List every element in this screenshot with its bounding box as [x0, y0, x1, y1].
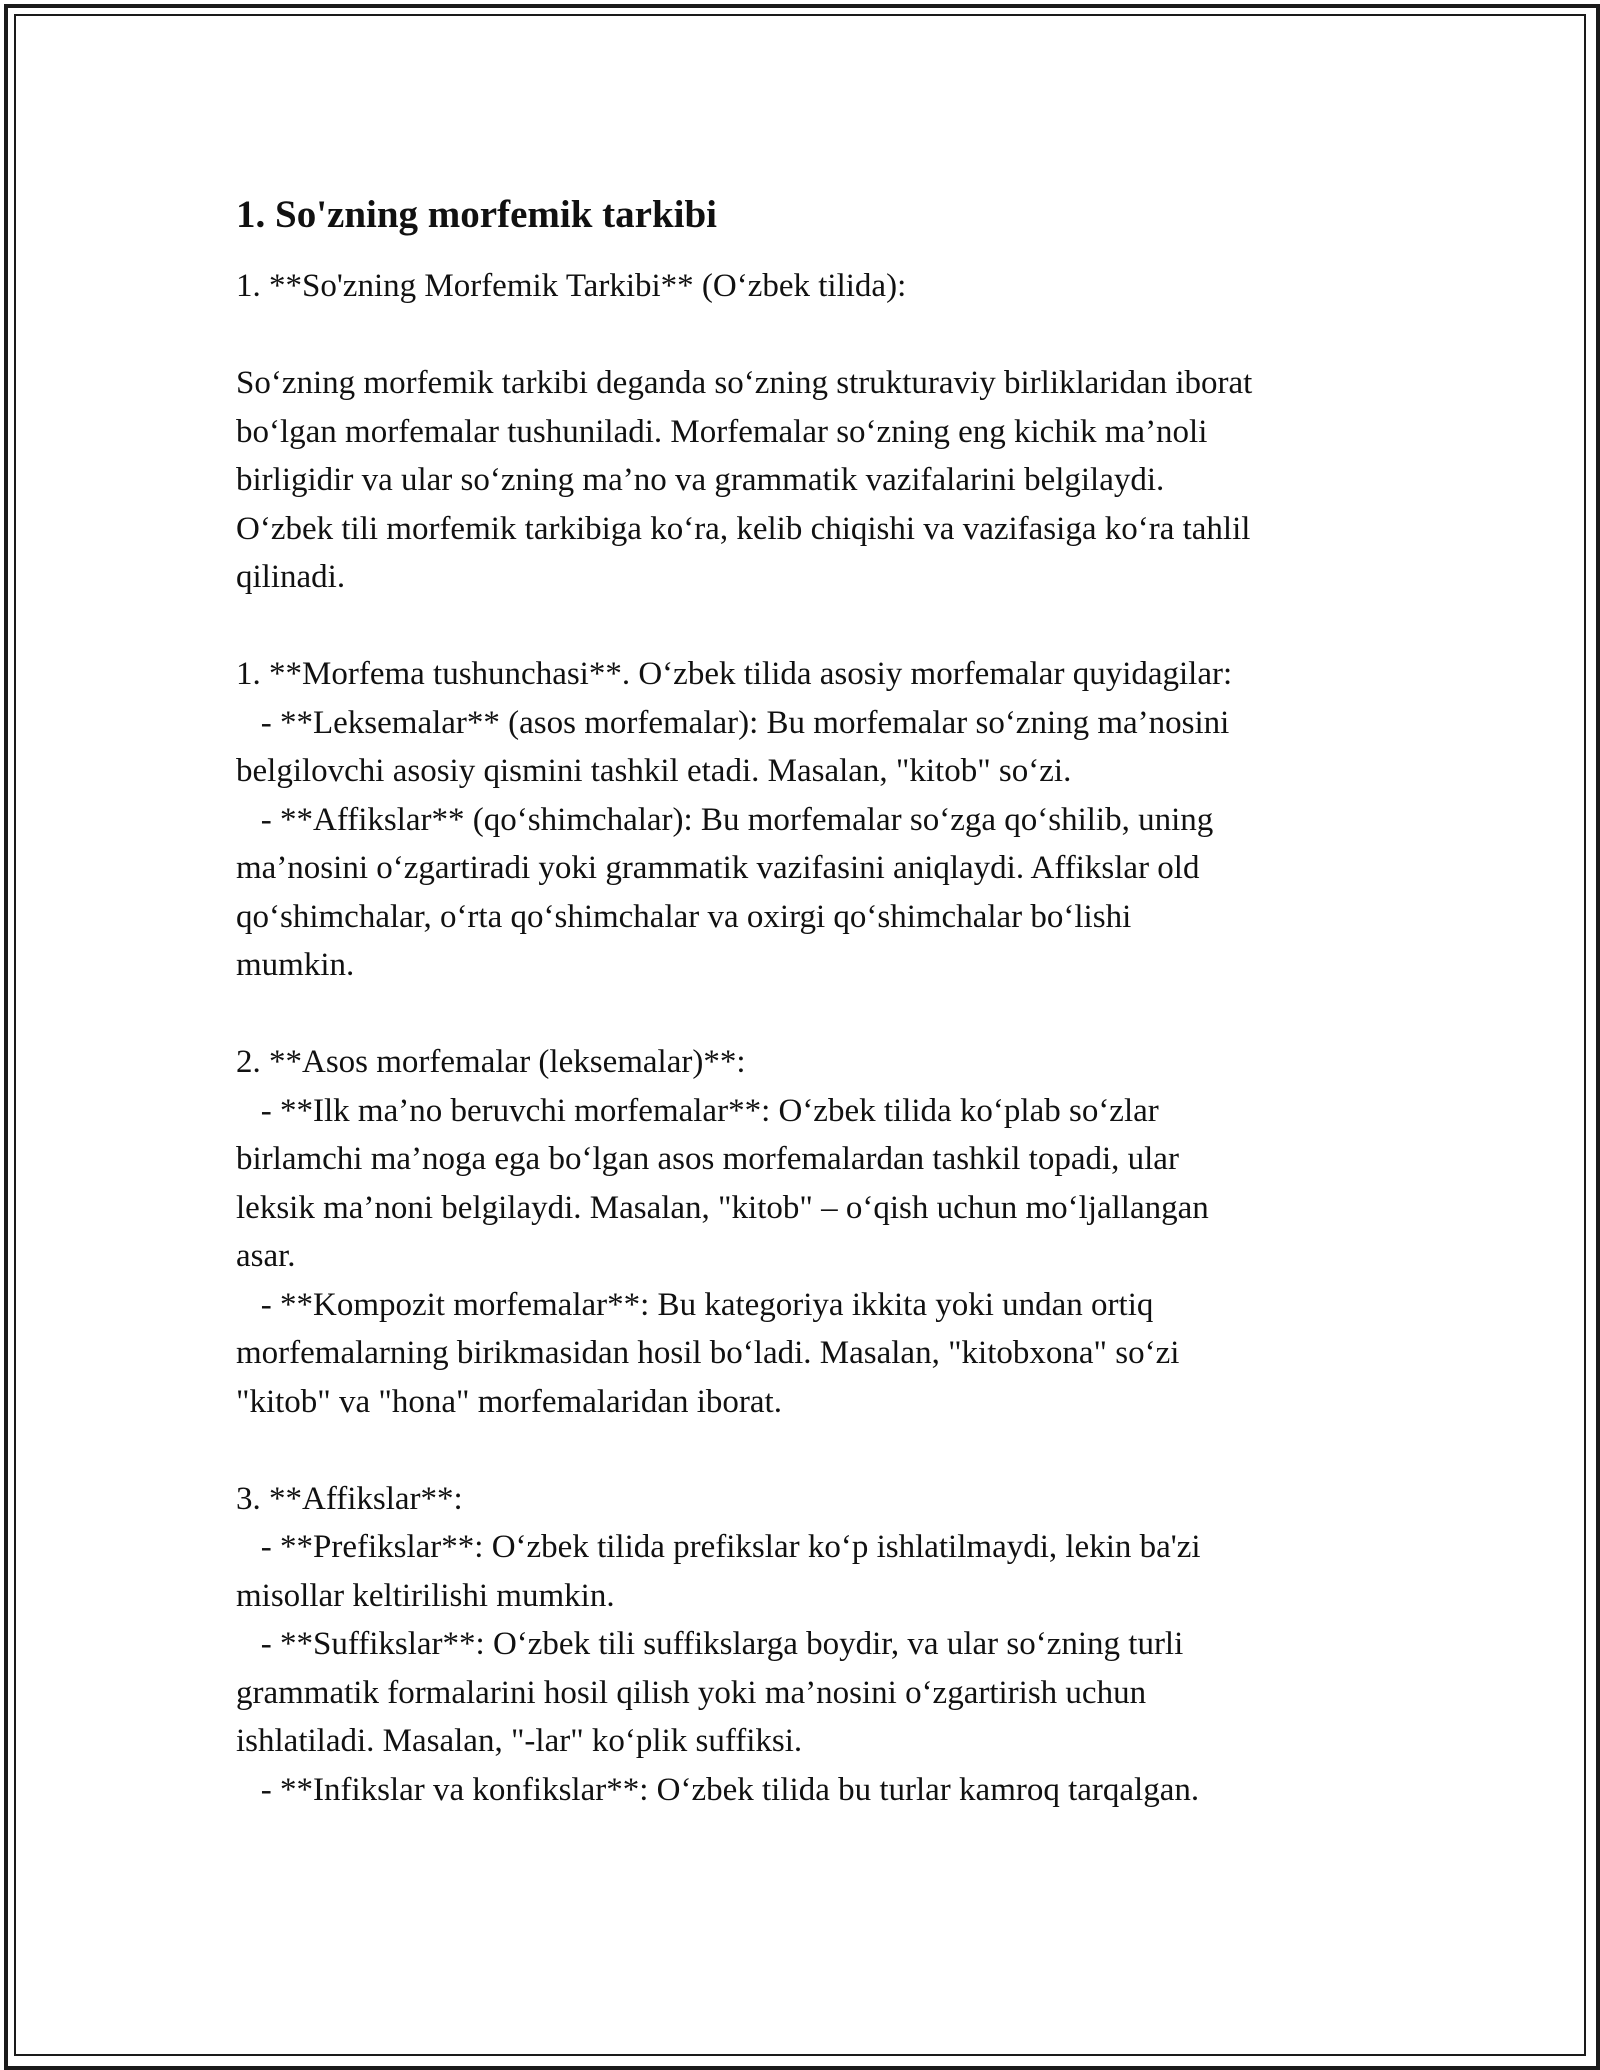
section-2-line: - **Kompozit morfemalar**: Bu kategoriya ikkita yoki undan ortiq: [236, 1286, 1154, 1323]
section-2-line: "kitob" va "hona" morfemalaridan iborat.: [236, 1383, 782, 1420]
intro-paragraph: [236, 359, 1416, 602]
section-2: [236, 1038, 1416, 1426]
section-1-line: mumkin.: [236, 947, 355, 983]
intro-line: bo‘lgan morfemalar tushuniladi. Morfemalar so‘zning eng kichik ma’noli: [236, 413, 1208, 450]
section-1-line: - **Leksemalar** (asos morfemalar): Bu morfemalar so‘zning ma’nosini: [236, 704, 1230, 741]
section-1-line: 1. **Morfema tushunchasi**. O‘zbek tilida asosiy morfemalar quyidagilar:: [236, 656, 1233, 692]
section-1-line: belgilovchi asosiy qismini tashkil etadi. Masalan, "kitob" so‘zi.: [236, 753, 1072, 789]
section-3-line: - **Infikslar va konfikslar**: O‘zbek tilida bu turlar kamroq tarqalgan.: [236, 1771, 1200, 1808]
section-3: [236, 1475, 1416, 1815]
document-title: 1. So'zning morfemik tarkibi: [236, 193, 718, 236]
section-2-line: asar.: [236, 1238, 296, 1274]
intro-line: So‘zning morfemik tarkibi deganda so‘zning strukturaviy birliklaridan iborat: [236, 365, 1253, 401]
section-2-line: 2. **Asos morfemalar (leksemalar)**:: [236, 1044, 746, 1080]
spacer: [236, 311, 1416, 360]
section-3-line: 3. **Affikslar**:: [236, 1480, 463, 1517]
section-3-line: - **Suffikslar**: O‘zbek tili suffikslarga boydir, va ular so‘zning turli: [236, 1626, 1184, 1662]
section-2-line: birlamchi ma’noga ega bo‘lgan asos morfemalardan tashkil topadi, ular: [236, 1141, 1179, 1177]
section-1-line: qo‘shimchalar, o‘rta qo‘shimchalar va oxirgi qo‘shimchalar bo‘lishi: [236, 898, 1132, 935]
section-1-line: ma’nosini o‘zgartiradi yoki grammatik vazifasini aniqlaydi. Affikslar old: [236, 850, 1200, 886]
section-2-line: - **Ilk ma’no beruvchi morfemalar**: O‘zbek tilida ko‘plab so‘zlar: [236, 1092, 1159, 1129]
section-3-line: misollar keltirilishi mumkin.: [236, 1577, 615, 1614]
intro-line: qilinadi.: [236, 559, 346, 595]
spacer: [236, 990, 1416, 1039]
section-1: [236, 650, 1416, 990]
document-subtitle: 1. **So'zning Morfemik Tarkibi** (O‘zbek tilida):: [236, 268, 907, 304]
document-body: [236, 190, 1416, 1814]
section-1-line: - **Affikslar** (qo‘shimchalar): Bu morfemalar so‘zga qo‘shilib, uning: [236, 801, 1214, 838]
section-3-line: grammatik formalarini hosil qilish yoki ma’nosini o‘zgartirish uchun: [236, 1674, 1147, 1711]
spacer: [236, 1426, 1416, 1475]
intro-line: birligidir va ular so‘zning ma’no va grammatik vazifalarini belgilaydi.: [236, 462, 1165, 498]
section-2-line: morfemalarning birikmasidan hosil bo‘ladi. Masalan, "kitobxona" so‘zi: [236, 1335, 1180, 1371]
section-2-line: leksik ma’noni belgilaydi. Masalan, "kitob" – o‘qish uchun mo‘ljallangan: [236, 1189, 1209, 1226]
section-3-line: ishlatiladi. Masalan, "-lar" ko‘plik suffiksi.: [236, 1723, 803, 1759]
spacer: [236, 602, 1416, 651]
section-3-line: - **Prefikslar**: O‘zbek tilida prefikslar ko‘p ishlatilmaydi, lekin ba'zi: [236, 1529, 1201, 1565]
intro-line: O‘zbek tili morfemik tarkibiga ko‘ra, kelib chiqishi va vazifasiga ko‘ra tahlil: [236, 510, 1251, 547]
